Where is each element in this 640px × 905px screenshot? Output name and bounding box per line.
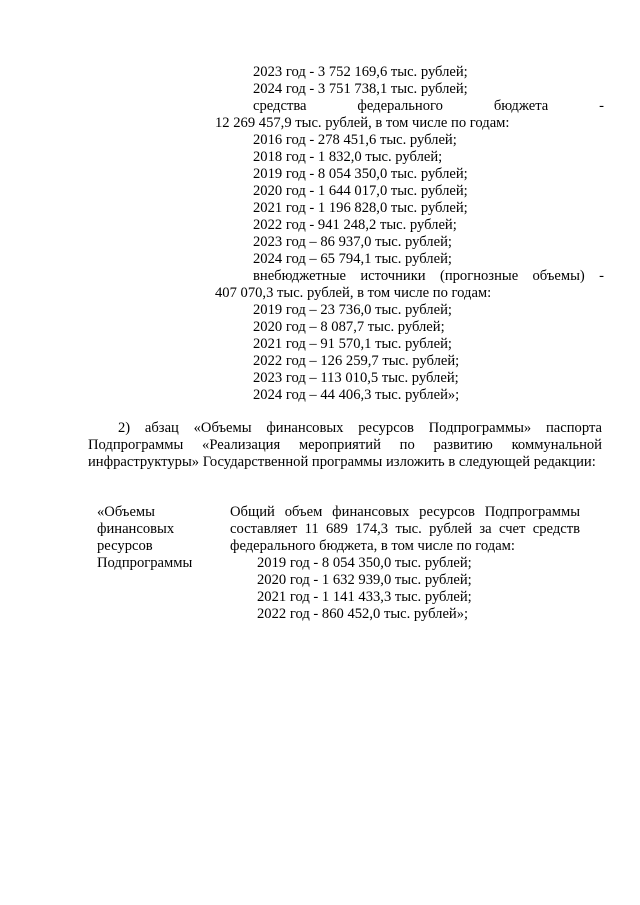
word: федерального — [357, 98, 443, 114]
year-line: 2024 год - 3 751 738,1 тыс. рублей; — [253, 81, 468, 97]
table-label-cell — [97, 504, 192, 572]
word: - — [599, 268, 604, 284]
table-content-cell — [230, 504, 580, 623]
year-line: 2024 год – 44 406,3 тыс. рублей»; — [253, 387, 460, 403]
year-line: 2021 год – 91 570,1 тыс. рублей; — [253, 336, 452, 352]
federal-budget-line — [253, 98, 604, 115]
paragraph-text: 2) абзац «Объемы финансовых ресурсов Подпрограммы» паспорта Подпрограммы «Реализация мероприятий по развитию коммунальной инфраструктуры» Государственной программы изложить в следующей редакции: — [88, 420, 602, 470]
label-line: Подпрограммы — [97, 555, 193, 571]
word: средства — [253, 98, 307, 114]
year-line: 2020 год – 8 087,7 тыс. рублей; — [253, 319, 445, 335]
amendment-paragraph — [88, 420, 602, 471]
extra-budget-continuation: 407 070,3 тыс. рублей, в том числе по годам: — [215, 285, 492, 301]
word: - — [599, 98, 604, 114]
year-line: 2021 год - 1 196 828,0 тыс. рублей; — [253, 200, 468, 216]
year-line: 2019 год – 23 736,0 тыс. рублей; — [253, 302, 452, 318]
year-line: 2022 год – 126 259,7 тыс. рублей; — [253, 353, 460, 369]
year-line: 2023 год – 86 937,0 тыс. рублей; — [253, 234, 452, 250]
year-line: 2022 год - 941 248,2 тыс. рублей; — [253, 217, 457, 233]
word: (прогнозные — [439, 268, 519, 284]
year-line: 2024 год – 65 794,1 тыс. рублей; — [253, 251, 452, 267]
table-year-line: 2021 год - 1 141 433,3 тыс. рублей; — [257, 589, 472, 605]
label-line: финансовых — [97, 521, 175, 537]
word: бюджета — [493, 98, 549, 114]
year-line: 2020 год - 1 644 017,0 тыс. рублей; — [253, 183, 468, 199]
table-year-line: 2022 год - 860 452,0 тыс. рублей»; — [257, 606, 469, 622]
federal-budget-continuation: 12 269 457,9 тыс. рублей, в том числе по годам: — [215, 115, 510, 131]
word: объемы) — [532, 268, 585, 284]
table-year-line: 2019 год - 8 054 350,0 тыс. рублей; — [257, 555, 472, 571]
label-line: ресурсов — [97, 538, 153, 554]
year-line: 2023 год – 113 010,5 тыс. рублей; — [253, 370, 459, 386]
year-line: 2016 год - 278 451,6 тыс. рублей; — [253, 132, 457, 148]
year-line: 2023 год - 3 752 169,6 тыс. рублей; — [253, 64, 468, 80]
year-line: 2018 год - 1 832,0 тыс. рублей; — [253, 149, 443, 165]
table-description: Общий объем финансовых ресурсов Подпрограммы составляет 11 689 174,3 тыс. рублей за счет средств федерального бюджета, в том числе по годам: — [230, 504, 580, 554]
table-year-line: 2020 год - 1 632 939,0 тыс. рублей; — [257, 572, 472, 588]
word: источники — [360, 268, 426, 284]
word: внебюджетные — [253, 268, 347, 284]
extra-budget-line — [253, 268, 604, 285]
year-line: 2019 год - 8 054 350,0 тыс. рублей; — [253, 166, 468, 182]
label-line: «Объемы — [97, 504, 155, 520]
